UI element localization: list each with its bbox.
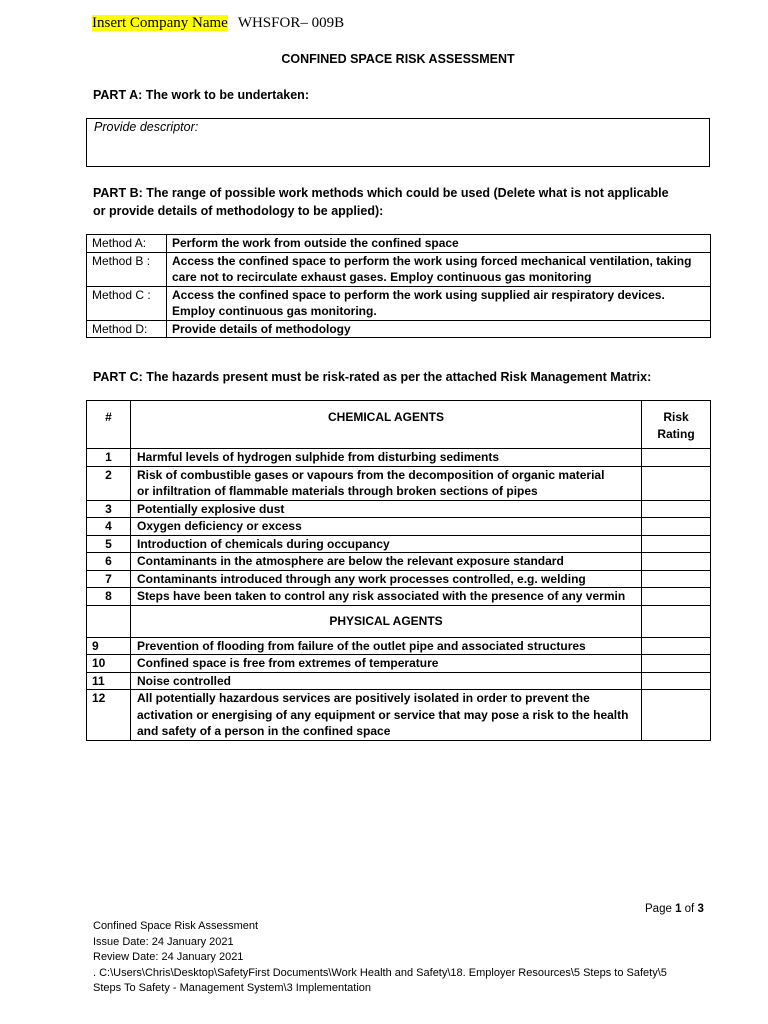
method-row xyxy=(87,320,711,338)
risk-rating-cell[interactable] xyxy=(642,449,711,467)
hazard-number: 11 xyxy=(87,672,131,690)
descriptor-label: Provide descriptor: xyxy=(94,120,199,134)
hazard-row xyxy=(87,570,711,588)
method-label: Method B : xyxy=(87,252,167,286)
risk-rating-cell[interactable] xyxy=(642,655,711,673)
risk-rating-header-line1: Risk xyxy=(663,410,689,424)
hazard-number: 9 xyxy=(87,637,131,655)
part-c-heading: PART C: The hazards present must be risk-rated as per the attached Risk Management Matrix: xyxy=(93,370,652,384)
risk-rating-cell[interactable] xyxy=(642,672,711,690)
hazard-row xyxy=(87,518,711,536)
hazard-text: Introduction of chemicals during occupancy xyxy=(131,535,642,553)
hazard-text xyxy=(131,466,642,500)
method-row xyxy=(87,252,711,286)
hazard-number: 6 xyxy=(87,553,131,571)
descriptor-box[interactable] xyxy=(86,118,710,167)
hazard-number: 8 xyxy=(87,588,131,606)
footer-doc-name: Confined Space Risk Assessment xyxy=(93,920,259,932)
hazard-text: Oxygen deficiency or excess xyxy=(131,518,642,536)
hazard-number: 4 xyxy=(87,518,131,536)
method-text: Provide details of methodology xyxy=(167,320,711,338)
hazard-number: 12 xyxy=(87,690,131,741)
risk-rating-cell[interactable] xyxy=(642,535,711,553)
section-rating-blank xyxy=(642,605,711,637)
method-label: Method C : xyxy=(87,286,167,320)
risk-rating-cell[interactable] xyxy=(642,500,711,518)
hazard-row xyxy=(87,466,711,500)
risk-rating-cell[interactable] xyxy=(642,570,711,588)
method-label: Method D: xyxy=(87,320,167,338)
risk-rating-cell[interactable] xyxy=(642,588,711,606)
risk-rating-cell[interactable] xyxy=(642,690,711,741)
risk-rating-header xyxy=(642,401,711,449)
section-header-row xyxy=(87,605,711,637)
hazard-row xyxy=(87,672,711,690)
hazard-text: Contaminants in the atmosphere are below the relevant exposure standard xyxy=(131,553,642,571)
hazard-row xyxy=(87,588,711,606)
hazard-text: Confined space is free from extremes of temperature xyxy=(131,655,642,673)
hazard-row xyxy=(87,535,711,553)
hazard-number: 3 xyxy=(87,500,131,518)
risk-rating-cell[interactable] xyxy=(642,518,711,536)
document-title: CONFINED SPACE RISK ASSESSMENT xyxy=(281,52,515,66)
footer-review-date: Review Date: 24 January 2021 xyxy=(93,951,244,963)
hazard-row xyxy=(87,637,711,655)
hazard-row xyxy=(87,449,711,467)
part-b-heading: PART B: The range of possible work methods which could be used (Delete what is not applicable or provide details of methodology to be applied): xyxy=(93,186,669,218)
chemical-agents-header: CHEMICAL AGENTS xyxy=(131,401,642,449)
document-footer xyxy=(93,919,693,997)
form-code: WHSFOR– 009B xyxy=(237,15,345,31)
hazard-text-line2: or infiltration of flammable materials through broken sections of pipes xyxy=(137,484,538,498)
hazard-row xyxy=(87,553,711,571)
section-number-blank xyxy=(87,605,131,637)
hazard-text: Steps have been taken to control any risk associated with the presence of any vermin xyxy=(131,588,642,606)
hazard-text: Harmful levels of hydrogen sulphide from disturbing sediments xyxy=(131,449,642,467)
method-text: Perform the work from outside the confined space xyxy=(167,235,711,253)
method-text: Access the confined space to perform the work using forced mechanical ventilation, taking care not to recirculate exhaust gases. Employ continuous gas monitoring xyxy=(167,252,711,286)
risk-rating-cell[interactable] xyxy=(642,466,711,500)
page-total: 3 xyxy=(697,903,704,915)
method-row xyxy=(87,235,711,253)
physical-agents-header: PHYSICAL AGENTS xyxy=(131,605,642,637)
document-header xyxy=(92,15,344,32)
page-of: of xyxy=(681,903,698,915)
table-header-row xyxy=(87,401,711,449)
hazard-row xyxy=(87,655,711,673)
risk-rating-cell[interactable] xyxy=(642,637,711,655)
method-text: Access the confined space to perform the work using supplied air respiratory devices. Employ continuous gas monitoring. xyxy=(167,286,711,320)
hazard-text: Potentially explosive dust xyxy=(131,500,642,518)
part-a-heading: PART A: The work to be undertaken: xyxy=(93,88,309,102)
hazard-number: 2 xyxy=(87,466,131,500)
hazard-number: 7 xyxy=(87,570,131,588)
hazard-text: Noise controlled xyxy=(131,672,642,690)
hazard-text-line1: Risk of combustible gases or vapours from the decomposition of organic material xyxy=(137,467,605,482)
hazard-row xyxy=(87,500,711,518)
hazard-text: Prevention of flooding from failure of the outlet pipe and associated structures xyxy=(131,637,642,655)
methods-table xyxy=(86,234,711,338)
hazards-table xyxy=(86,400,711,741)
page-current: 1 xyxy=(675,903,682,915)
page-prefix: Page xyxy=(645,903,676,915)
footer-file-path: . C:\Users\Chris\Desktop\SafetyFirst Documents\Work Health and Safety\18. Employer Resources\5 Steps to Safety\5 Steps To Safety - Management System\3 Implementation xyxy=(93,966,667,994)
company-name: Insert Company Name xyxy=(92,15,228,31)
risk-rating-header-line2: Rating xyxy=(657,426,695,441)
hazard-row xyxy=(87,690,711,741)
hazard-number: 10 xyxy=(87,655,131,673)
risk-rating-cell[interactable] xyxy=(642,553,711,571)
method-label: Method A: xyxy=(87,235,167,253)
hazard-text: All potentially hazardous services are positively isolated in order to prevent the activation or energising of any equipment or service that may pose a risk to the health and safety of a person in the confined space xyxy=(131,690,642,741)
hazard-number: 5 xyxy=(87,535,131,553)
hazard-number: 1 xyxy=(87,449,131,467)
method-row xyxy=(87,286,711,320)
hazard-text: Contaminants introduced through any work processes controlled, e.g. welding xyxy=(131,570,642,588)
footer-issue-date: Issue Date: 24 January 2021 xyxy=(93,935,234,948)
col-number-header: # xyxy=(87,401,131,449)
page-number xyxy=(645,903,704,915)
